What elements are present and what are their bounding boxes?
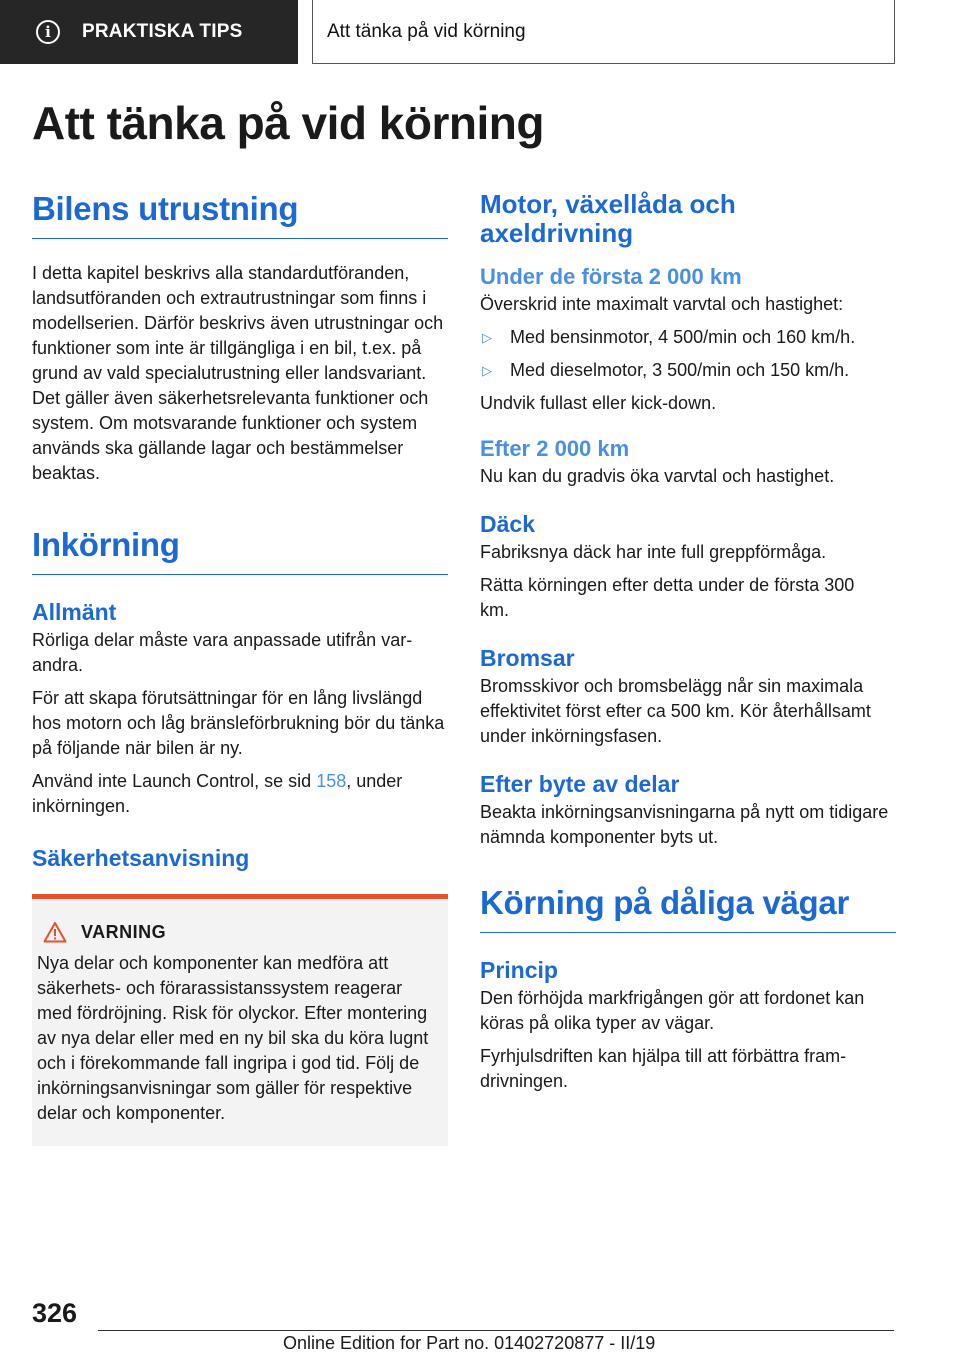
motor-after-text: Undvik fullast eller kick-down. [480, 393, 717, 414]
efter-2000-text: Nu kan du gradvis öka varvtal och hastighet. [480, 466, 835, 487]
page-number: 326 [32, 1298, 78, 1328]
motor-text: Överskrid inte maximalt varvtal och hastighet: [480, 294, 844, 315]
heading-dack: Däck [480, 511, 535, 538]
page-title: Att tänka på vid körning [32, 97, 544, 149]
warning-header [37, 921, 438, 943]
heading-motor: Motor, växellåda och axeldrivning [480, 189, 736, 249]
left-column [32, 190, 448, 1146]
footer-edition: Online Edition for Part no. 01402720877 - II/19 [283, 1333, 656, 1353]
header-chapter-tab[interactable] [312, 0, 895, 64]
allmant-paragraph-2: För att skapa förutsättningar för en lång livslängd hos motorn och låg bränsleförbrukning bör du tänka på följande när bilen är ny. [32, 688, 445, 758]
list-item: ▷ Med bensinmotor, 4 500/min och 160 km/h. [480, 325, 896, 350]
princip-paragraph-1: Den förhöjda markfrigången gör att fordonet kan köras på olika typer av vägar. [480, 988, 865, 1034]
warning-title: VARNING [81, 921, 167, 942]
heading-sakerhetsanvisning: Säkerhetsanvisning [32, 845, 250, 871]
heading-bromsar: Bromsar [480, 645, 575, 672]
heading-bilens-utrustning: Bilens utrustning [32, 190, 448, 239]
dack-paragraph-2: Rätta körningen efter detta under de första 300 km. [480, 575, 855, 621]
right-column [480, 190, 896, 1094]
heading-efter-byte-av-delar: Efter byte av delar [480, 771, 680, 798]
triangle-bullet-icon: ▷ [482, 363, 492, 379]
heading-inkorning: Inkörning [32, 526, 448, 575]
heading-under-forsta-2000: Under de första 2 000 km [480, 264, 742, 290]
warning-text: Nya delar och komponenter kan medföra att säkerhets- och förarassistanssystem reagerar med fördröjning. Risk för olyckor. Efter montering av nya delar eller med en ny bil ska du köra lugnt och i förekommande fall ingripa i god tid. Följ de inkörningsanvisningar som gäller för respektive delar och komponenter. [37, 953, 429, 1123]
allmant-paragraph-1: Rörliga delar måste vara anpassade utifrån varandra. [32, 630, 413, 675]
dack-paragraph-1: Fabriksnya däck har inte full greppförmåga. [480, 542, 827, 563]
header-chapter-label: Att tänka på vid körning [327, 20, 526, 42]
header-section-label: PRAKTISKA TIPS [82, 21, 243, 42]
heading-efter-2000: Efter 2 000 km [480, 436, 630, 462]
bromsar-paragraph: Bromsskivor och bromsbelägg når sin maximala effektivitet först efter ca 500 km. Kör återhållsamt under inkörningsfasen. [480, 676, 871, 747]
princip-paragraph-2: Fyrhjulsdriften kan hjälpa till att förbättra framdrivningen. [480, 1046, 847, 1092]
heading-princip: Princip [480, 957, 558, 984]
list-item: ▷ Med dieselmotor, 3 500/min och 150 km/h. [480, 358, 896, 383]
page-link-158[interactable]: 158 [316, 771, 347, 791]
bilens-utrustning-text: I detta kapitel beskrivs alla standardutföranden, landsutföranden och extrautrustningar som finns i modellserien. Därför beskrivs även utrustningar och funktioner som inte är tillgängliga i en bil, t.ex. på grund av vald specialutrustning eller landsvariant. Det gäller även säkerhetsrelevanta funktioner och system. Om motsvarande funktioner och system används ska gällande lagar och bestämmelser beaktas. [32, 263, 444, 483]
header-section-tab[interactable] [0, 0, 298, 64]
heading-allmant: Allmänt [32, 599, 117, 625]
heading-korning-daliga-vagar: Körning på dåliga vägar [480, 884, 896, 933]
footer-divider [98, 1330, 894, 1331]
warning-triangle-icon [43, 921, 67, 943]
byte-paragraph: Beakta inkörningsanvisningarna på nytt om tidigare nämnda komponenter byts ut. [480, 802, 889, 848]
allmant-paragraph-3: Använd inte Launch Control, se sid 158, under inkörningen. [32, 771, 403, 816]
info-icon: i [36, 20, 60, 44]
warning-box [32, 894, 448, 1146]
triangle-bullet-icon: ▷ [482, 330, 492, 346]
